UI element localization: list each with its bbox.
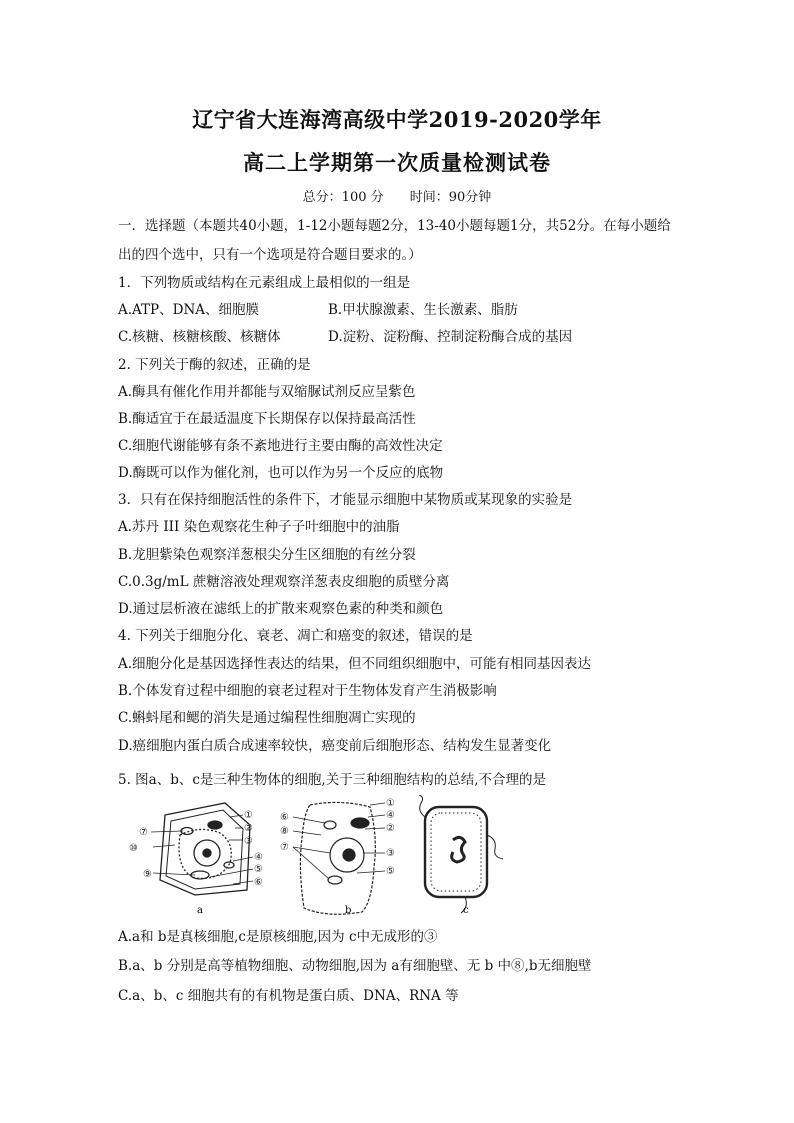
cell-a-label-2: ②	[244, 823, 253, 834]
cell-a-label-1: ①	[244, 810, 253, 821]
question-2-option-a: A.酶具有催化作用并都能与双缩脲试剂反应呈紫色	[118, 384, 416, 400]
cell-a-label-7: ⑦	[139, 827, 148, 838]
cell-b-label-3: ③	[386, 848, 395, 859]
cell-a-label-6: ⑥	[254, 877, 263, 888]
cell-b-label-8: ⑧	[280, 826, 289, 837]
question-1-option-d: D.淀粉、淀粉酶、控制淀粉酶合成的基因	[328, 329, 573, 345]
question-1-options-row2	[118, 327, 698, 347]
question-3-option-d: D.通过层析液在滤纸上的扩散来观察色素的种类和颜色	[118, 601, 444, 617]
section-intro-line1: 一．选择题（本题共40小题，1-12小题每题2分，13-40小题每题1分，共52分。在每小题给	[118, 218, 671, 234]
question-2-option-d: D.酶既可以作为催化剂，也可以作为另一个反应的底物	[118, 465, 444, 481]
cell-b-label-4: ④	[386, 810, 395, 821]
question-1-option-a: A.ATP、DNA、细胞膜	[118, 302, 260, 318]
question-4-option-d: D.癌细胞内蛋白质合成速率较快，癌变前后细胞形态、结构发生显著变化	[118, 738, 552, 754]
question-3-option-a: A.苏丹 III 染色观察花生种子子叶细胞中的油脂	[118, 519, 400, 535]
cell-b-caption: b	[345, 905, 352, 916]
question-3-stem: 3．只有在保持细胞活性的条件下，才能显示细胞中某物质或某现象的实验是	[118, 492, 573, 508]
question-4-option-c: C.蝌蚪尾和鳃的消失是通过编程性细胞凋亡实现的	[118, 710, 416, 726]
question-3-option-b: B.龙胆紫染色观察洋葱根尖分生区细胞的有丝分裂	[118, 547, 416, 563]
question-4-stem: 4. 下列关于细胞分化、衰老、凋亡和癌变的叙述，错误的是	[118, 628, 473, 644]
question-1-option-b: B.甲状腺激素、生长激素、脂肪	[328, 302, 518, 318]
total-score: 总分：100 分	[302, 190, 384, 205]
question-2-option-c: C.细胞代谢能够有条不紊地进行主要由酶的高效性决定	[118, 438, 443, 454]
question-1-options-row1	[118, 300, 698, 320]
cell-a-label-5: ⑤	[254, 864, 263, 875]
cell-a-label-3: ③	[244, 836, 253, 847]
cell-c-caption: c	[463, 905, 469, 916]
cell-b-label-6: ⑥	[280, 812, 289, 823]
question-5-option-c: C.a、b、c 细胞共有的有机物是蛋白质、DNA、RNA 等	[118, 988, 459, 1004]
exam-meta	[0, 186, 794, 205]
exam-title-line2: 高二上学期第一次质量检测试卷	[243, 150, 551, 175]
question-1-option-c: C.核糖、核糖核酸、核糖体	[118, 329, 281, 345]
cell-b-diagram	[293, 802, 385, 914]
cell-b-label-7: ⑦	[280, 842, 289, 853]
cell-diagram-figure	[125, 795, 505, 920]
cell-c-diagram	[419, 795, 503, 913]
question-3-option-c: C.0.3g/mL 蔗糖溶液处理观察洋葱表皮细胞的质壁分离	[118, 574, 450, 590]
cell-b-label-2: ②	[386, 823, 395, 834]
question-4-option-a: A.细胞分化是基因选择性表达的结果，但不同组织细胞中，可能有相同基因表达	[118, 656, 592, 672]
question-1-stem: 1．下列物质或结构在元素组成上最相似的一组是	[118, 275, 411, 291]
cell-b-label-1: ①	[386, 798, 395, 809]
cell-a-diagram	[151, 803, 253, 895]
question-5-option-b: B.a、b 分别是高等植物细胞、动物细胞,因为 a有细胞壁、无 b 中⑧,b无细胞壁	[118, 958, 592, 974]
exam-time: 时间：90分钟	[409, 190, 492, 205]
cell-a-label-10: ⑩	[129, 843, 138, 854]
cell-b-label-5: ⑤	[386, 866, 395, 877]
cell-a-caption: a	[197, 905, 203, 916]
question-5-option-a: A.a和 b是真核细胞,c是原核细胞,因为 c中无成形的③	[118, 929, 438, 945]
question-2-option-b: B.酶适宜于在最适温度下长期保存以保持最高活性	[118, 411, 416, 427]
cell-a-label-9: ⑨	[143, 869, 152, 880]
question-5-stem: 5. 图a、b、c是三种生物体的细胞,关于三种细胞结构的总结,不合理的是	[118, 772, 547, 788]
question-4-option-b: B.个体发育过程中细胞的衰老过程对于生物体发育产生消极影响	[118, 683, 497, 699]
question-2-stem: 2. 下列关于酶的叙述，正确的是	[118, 357, 311, 373]
exam-title-line1: 辽宁省大连海湾高级中学2019-2020学年	[192, 107, 602, 132]
section-intro-line2: 出的四个选中，只有一个选项是符合题目要求的。）	[118, 247, 422, 263]
cell-a-label-4: ④	[254, 852, 263, 863]
